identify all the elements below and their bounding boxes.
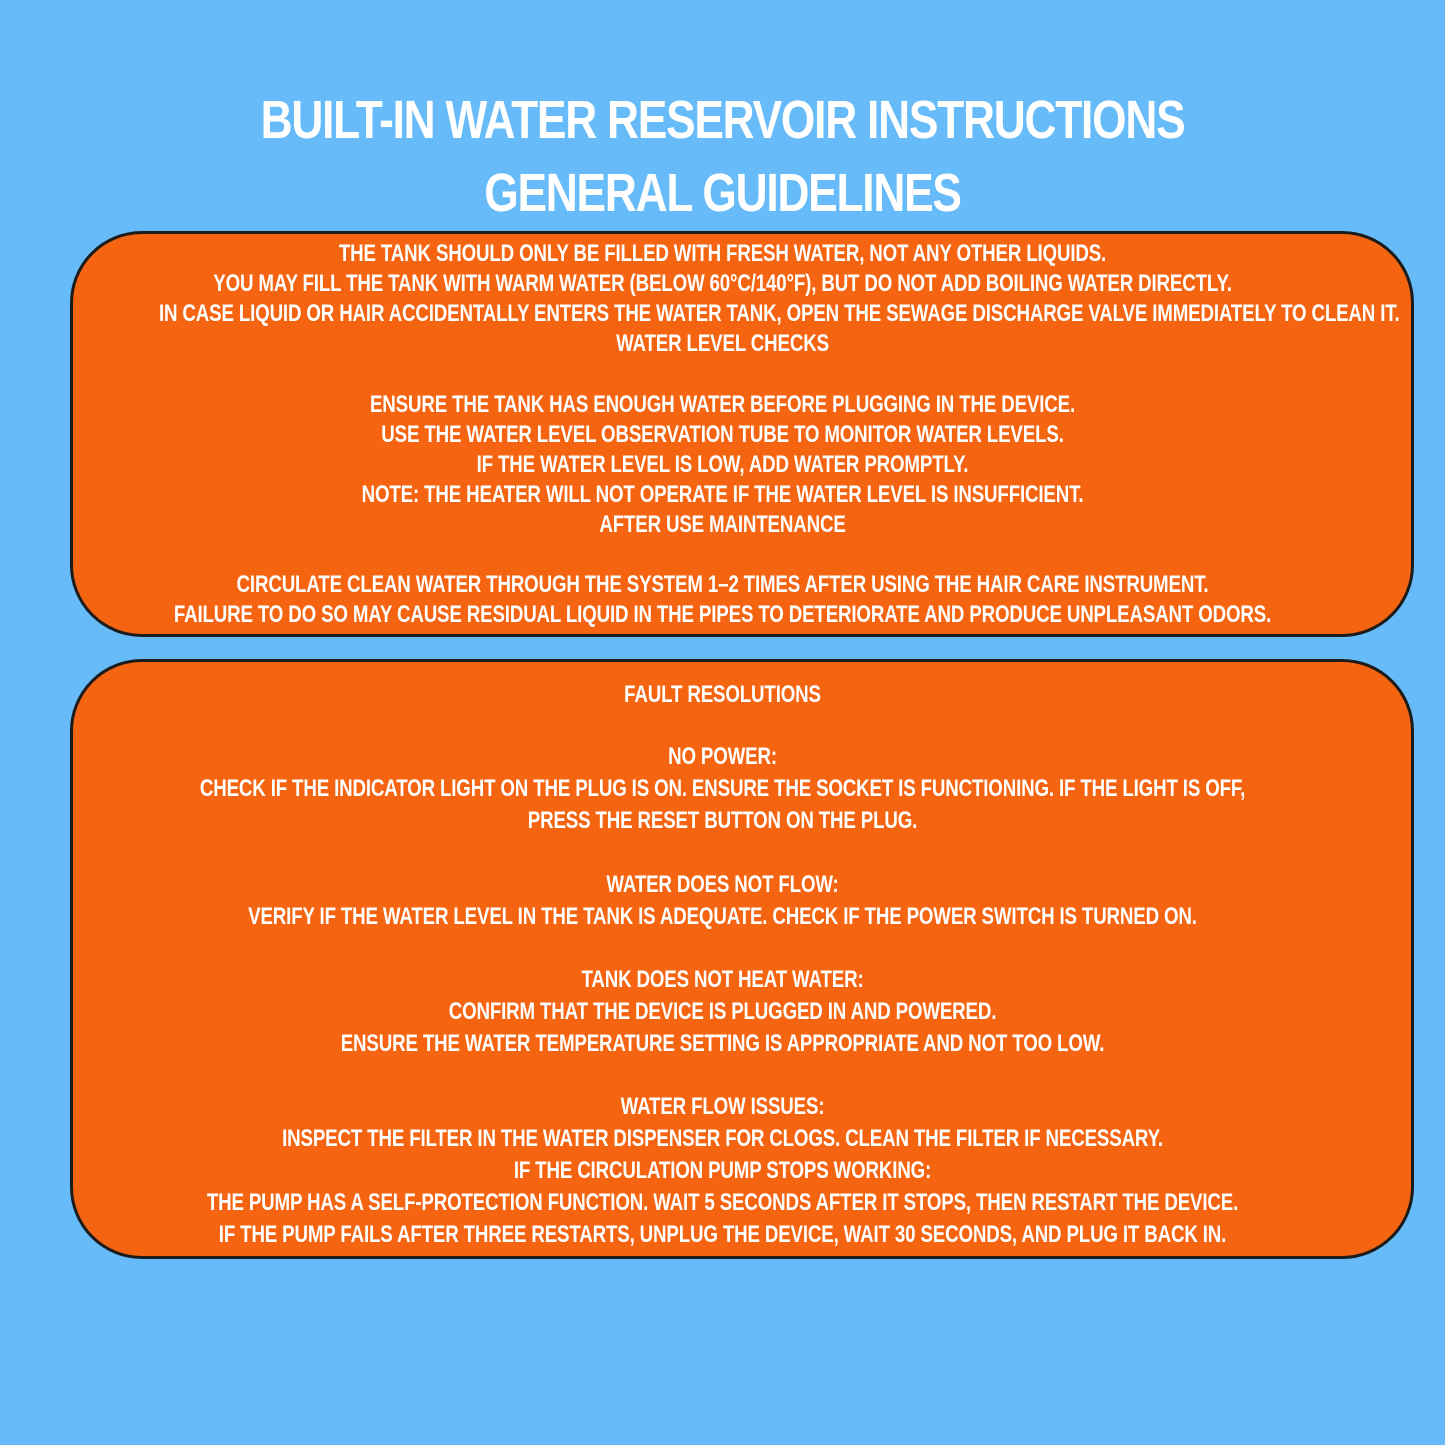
guideline-line: USE THE WATER LEVEL OBSERVATION TUBE TO MONITOR WATER LEVELS. xyxy=(381,421,1064,448)
fault-line: PRESS THE RESET BUTTON ON THE PLUG. xyxy=(527,807,918,834)
guideline-line: NOTE: THE HEATER WILL NOT OPERATE IF THE WATER LEVEL IS INSUFFICIENT. xyxy=(361,481,1084,508)
fault-line: CONFIRM THAT THE DEVICE IS PLUGGED IN AND POWERED. xyxy=(448,998,997,1025)
section-heading: FAULT RESOLUTIONS xyxy=(624,681,821,708)
fault-line: CHECK IF THE INDICATOR LIGHT ON THE PLUG IS ON. ENSURE THE SOCKET IS FUNCTIONING. IF THE LIGHT IS OFF, xyxy=(199,775,1246,802)
fault-heading: NO POWER: xyxy=(668,743,777,770)
fault-heading: WATER DOES NOT FLOW: xyxy=(606,871,839,898)
fault-heading: TANK DOES NOT HEAT WATER: xyxy=(581,966,864,993)
section-heading: WATER LEVEL CHECKS xyxy=(616,330,829,357)
fault-heading: WATER FLOW ISSUES: xyxy=(620,1093,825,1120)
guideline-line: ENSURE THE TANK HAS ENOUGH WATER BEFORE PLUGGING IN THE DEVICE. xyxy=(369,391,1076,418)
guideline-line: CIRCULATE CLEAN WATER THROUGH THE SYSTEM 1–2 TIMES AFTER USING THE HAIR CARE INSTRUMENT. xyxy=(236,571,1209,598)
guideline-line: IF THE WATER LEVEL IS LOW, ADD WATER PROMPTLY. xyxy=(476,451,969,478)
fault-line: ENSURE THE WATER TEMPERATURE SETTING IS APPROPRIATE AND NOT TOO LOW. xyxy=(340,1030,1105,1057)
guideline-line: THE TANK SHOULD ONLY BE FILLED WITH FRESH WATER, NOT ANY OTHER LIQUIDS. xyxy=(338,240,1107,267)
page-subtitle: GENERAL GUIDELINES xyxy=(484,163,961,223)
guideline-line: FAILURE TO DO SO MAY CAUSE RESIDUAL LIQUID IN THE PIPES TO DETERIORATE AND PRODUCE UNPLEASANT ODORS. xyxy=(173,601,1272,628)
fault-line: THE PUMP HAS A SELF-PROTECTION FUNCTION. WAIT 5 SECONDS AFTER IT STOPS, THEN RESTART THE DEVICE. xyxy=(206,1189,1239,1216)
guideline-line: YOU MAY FILL THE TANK WITH WARM WATER (BELOW 60°C/140°F), BUT DO NOT ADD BOILING WATER DIRECTLY. xyxy=(213,270,1232,297)
fault-line: IF THE PUMP FAILS AFTER THREE RESTARTS, UNPLUG THE DEVICE, WAIT 30 SECONDS, AND PLUG IT BACK IN. xyxy=(218,1221,1227,1248)
fault-line: VERIFY IF THE WATER LEVEL IN THE TANK IS ADEQUATE. CHECK IF THE POWER SWITCH IS TURNED ON. xyxy=(248,903,1197,930)
section-heading: AFTER USE MAINTENANCE xyxy=(599,511,846,538)
fault-heading: IF THE CIRCULATION PUMP STOPS WORKING: xyxy=(513,1157,932,1184)
guideline-line: IN CASE LIQUID OR HAIR ACCIDENTALLY ENTERS THE WATER TANK, OPEN THE SEWAGE DISCHARGE VALVE IMMEDIATELY TO CLEAN IT. xyxy=(158,300,1400,327)
page-title: BUILT-IN WATER RESERVOIR INSTRUCTIONS xyxy=(260,90,1185,150)
fault-line: INSPECT THE FILTER IN THE WATER DISPENSER FOR CLOGS. CLEAN THE FILTER IF NECESSARY. xyxy=(282,1125,1163,1152)
